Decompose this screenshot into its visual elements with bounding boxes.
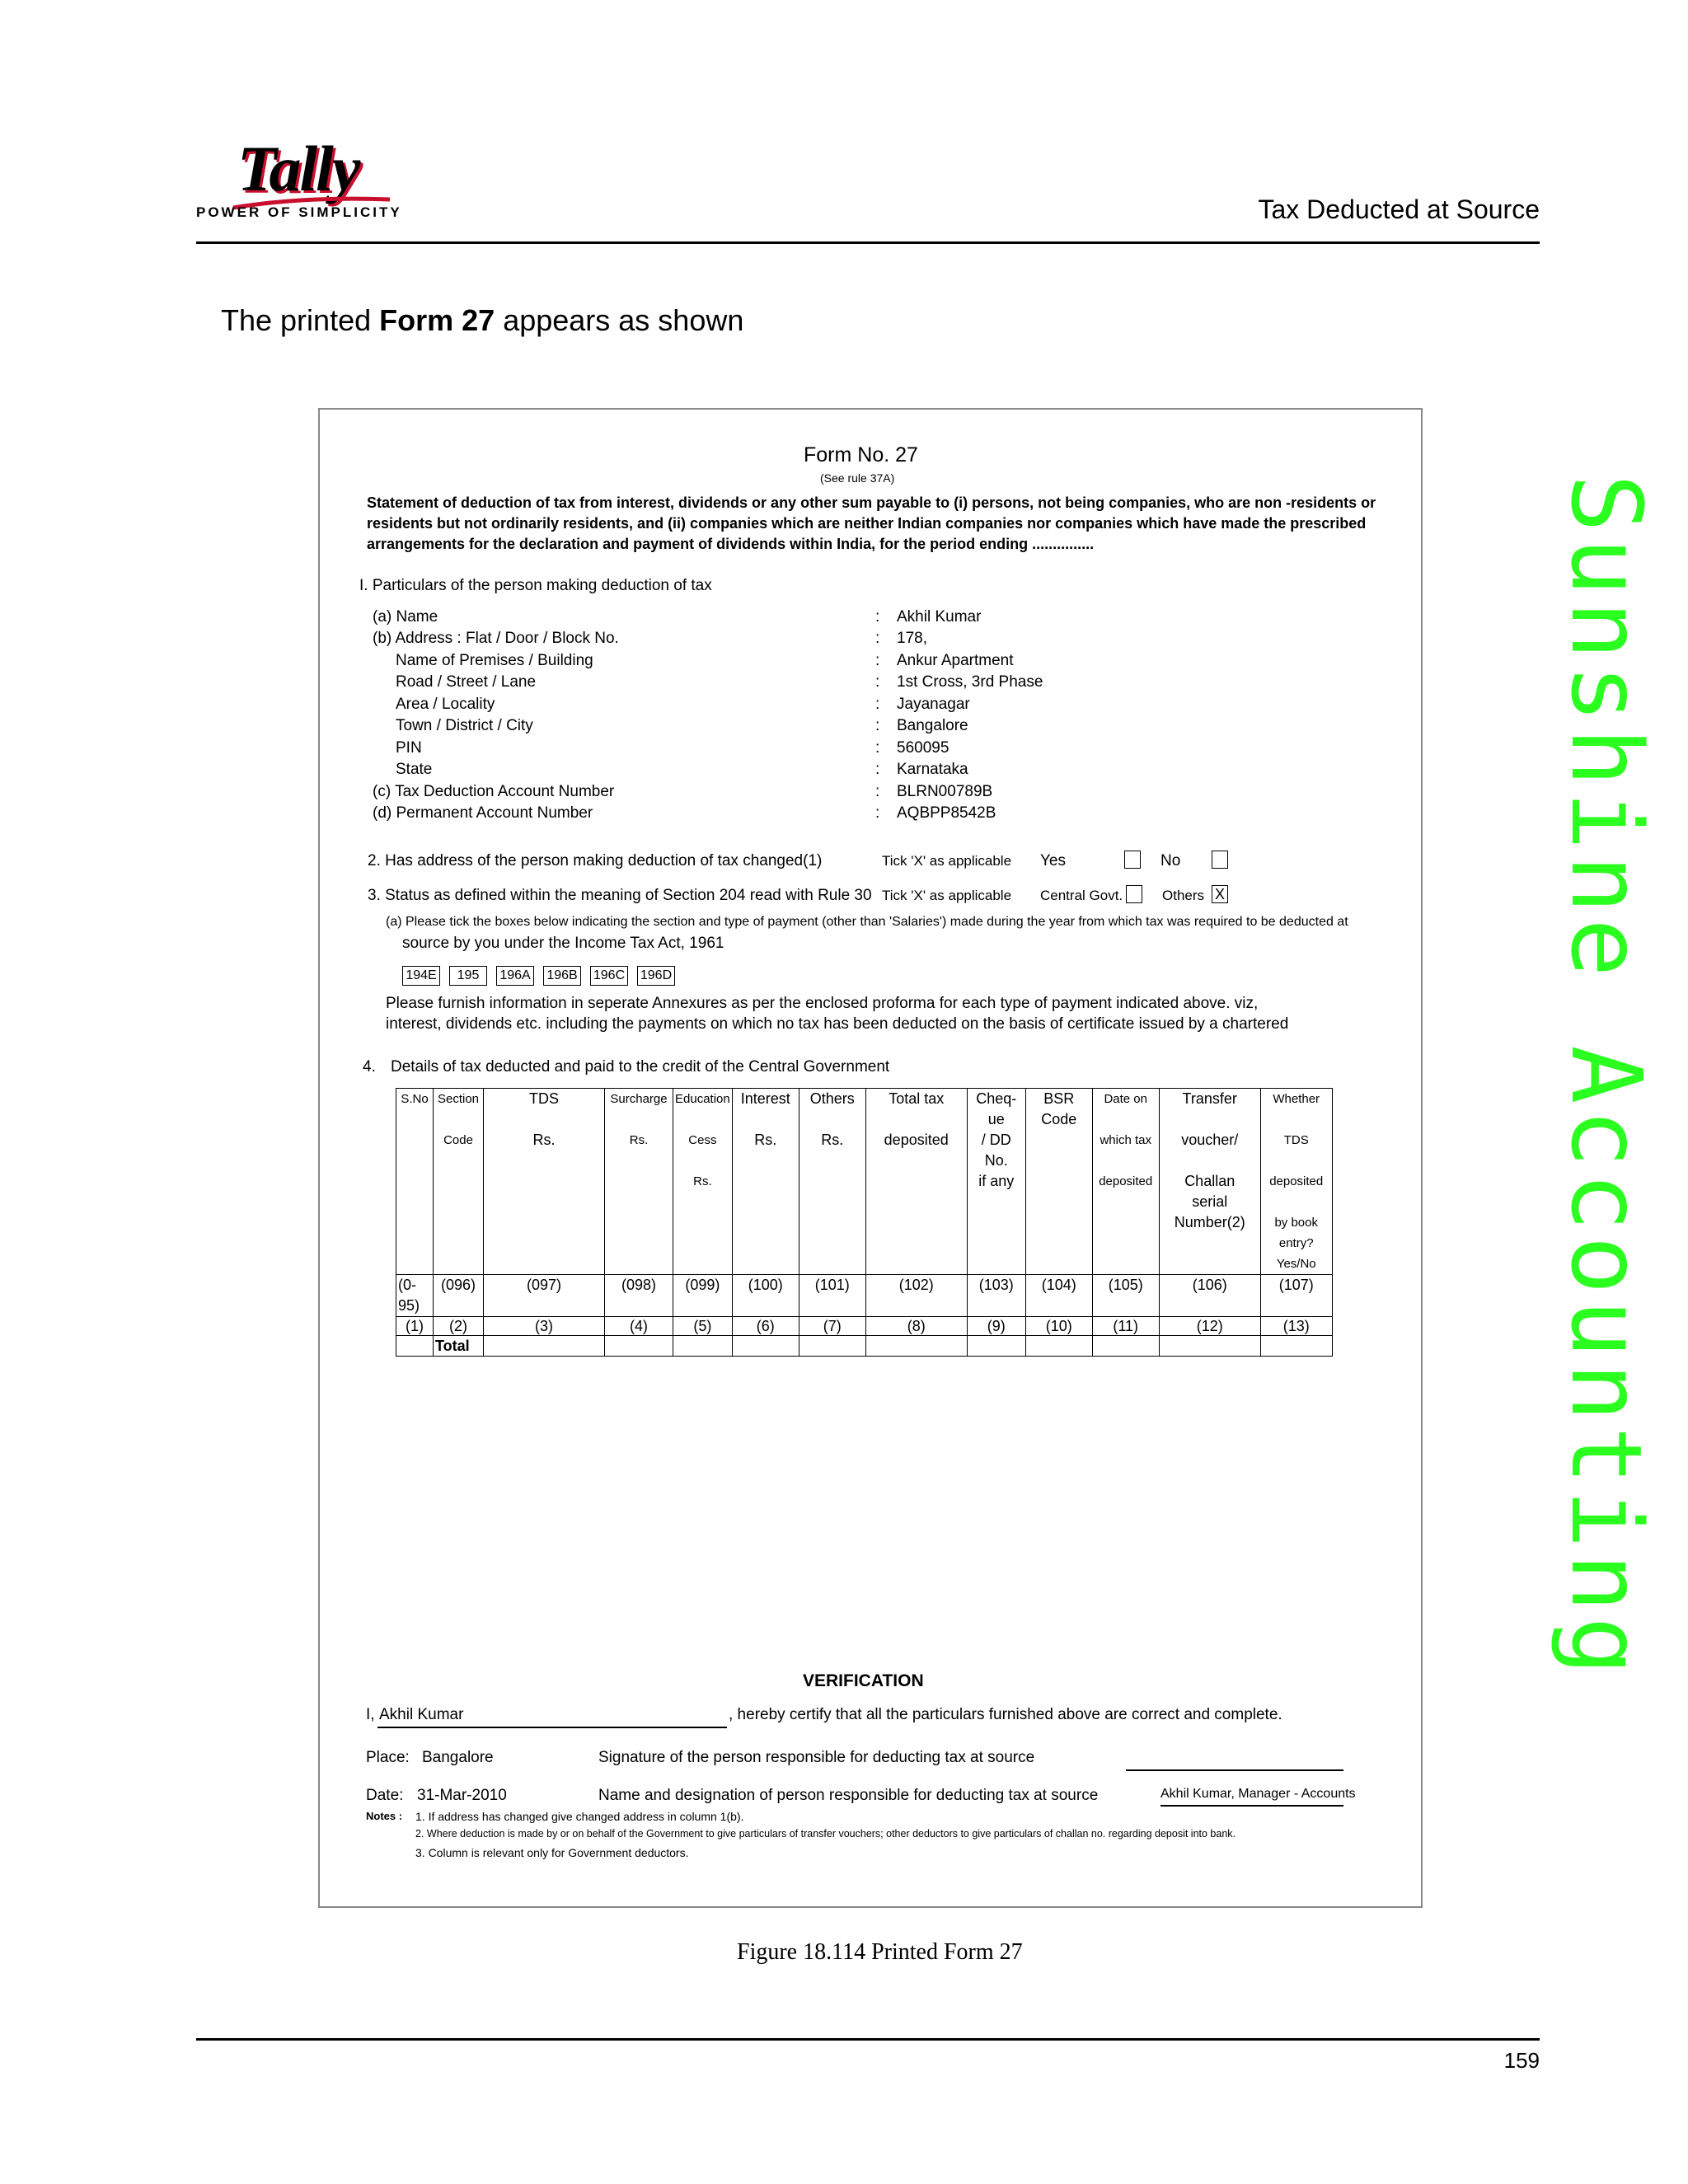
q2-tick-note: Tick 'X' as applicable	[882, 853, 1012, 869]
designation-underline	[1160, 1805, 1343, 1807]
q2-no-label: No	[1160, 852, 1181, 869]
colon: :	[875, 761, 880, 778]
q3-central-label: Central Govt.	[1040, 888, 1123, 903]
table-header-cell: Education Cess Rs.	[673, 1089, 733, 1275]
particular-label: PIN	[396, 739, 422, 757]
table-total-cell	[673, 1336, 733, 1357]
particular-label: Road / Street / Lane	[396, 673, 537, 691]
particular-value: 178,	[897, 630, 927, 647]
table-code-cell: (105)	[1092, 1275, 1159, 1317]
particular-value: 560095	[897, 739, 950, 757]
table-total-cell	[865, 1336, 967, 1357]
section4-number: 4.	[363, 1058, 376, 1076]
table-code-cell: (107)	[1260, 1275, 1332, 1317]
particular-label: (c) Tax Deduction Account Number	[373, 783, 615, 800]
table-header-cell: Total tax deposited	[865, 1089, 967, 1275]
signature-label: Signature of the person responsible for deducting tax at source	[598, 1749, 1035, 1766]
verification-certify: , hereby certify that all the particulars furnished above are correct and complete.	[729, 1706, 1282, 1723]
table-number-cell: (11)	[1092, 1317, 1159, 1336]
footer-divider	[196, 2038, 1540, 2041]
furnish-line1: Please furnish information in seperate Annexures as per the enclosed proforma for each type of payment indicated above. viz,	[386, 995, 1259, 1012]
table-header-cell: S.No	[396, 1089, 434, 1275]
particular-label: Name of Premises / Building	[396, 652, 593, 669]
table-total-cell	[967, 1336, 1025, 1357]
section-box-196b[interactable]: 196B	[543, 966, 581, 986]
section-box-196c[interactable]: 196C	[590, 966, 628, 986]
colon: :	[875, 673, 880, 691]
intro-bold: Form 27	[379, 303, 495, 337]
particular-label: (a) Name	[373, 608, 438, 626]
signature-line	[1126, 1769, 1343, 1771]
q3-text: 3. Status as defined within the meaning of Section 204 read with Rule 30	[368, 887, 872, 904]
particular-label: (d) Permanent Account Number	[373, 804, 593, 822]
colon: :	[875, 804, 880, 822]
table-header-cell: Transfer voucher/ Challan serial Number(2)	[1159, 1089, 1260, 1275]
section4-heading: Details of tax deducted and paid to the credit of the Central Government	[391, 1058, 890, 1076]
colon: :	[875, 630, 880, 647]
section-box-195[interactable]: 195	[449, 966, 487, 986]
verification-name: Akhil Kumar	[379, 1706, 464, 1723]
colon: :	[875, 783, 880, 800]
q3a-line2: source by you under the Income Tax Act, 1961	[402, 935, 724, 952]
particular-value: BLRN00789B	[897, 783, 993, 800]
table-total-cell	[1159, 1336, 1260, 1357]
furnish-line2: interest, dividends etc. including the payments on which no tax has been deducted on the basis of certificate issued by a chartered	[386, 1015, 1289, 1033]
form-statement: Statement of deduction of tax from interest, dividends or any other sum payable to (i) persons, not being companies, who are non -residents or residents but not ordinarily residents, and (ii) companies which are neither Indian companies nor companies which have made the prescribed arrangements for the declaration and payment of dividends within India, for the period ending ...............	[367, 494, 1376, 552]
q3-others-checkbox[interactable]: X	[1212, 885, 1228, 903]
table-number-cell: (12)	[1159, 1317, 1260, 1336]
table-header-cell: BSR Code	[1025, 1089, 1092, 1275]
colon: :	[875, 717, 880, 734]
table-code-cell: (103)	[967, 1275, 1025, 1317]
name-designation-value: Akhil Kumar, Manager - Accounts	[1160, 1787, 1356, 1801]
table-code-cell: (099)	[673, 1275, 733, 1317]
q2-text: 2. Has address of the person making deduction of tax changed(1)	[368, 852, 823, 869]
table-code-cell: (096)	[434, 1275, 484, 1317]
logo-text: Tally	[237, 133, 359, 204]
section-title: Tax Deducted at Source	[1258, 194, 1540, 224]
table-number-cell: (10)	[1025, 1317, 1092, 1336]
q2-yes-checkbox[interactable]	[1124, 851, 1141, 869]
section1-heading: I. Particulars of the person making deduction of tax	[359, 577, 712, 594]
table-number-row	[396, 1317, 1333, 1336]
table-header-cell: Section Code	[434, 1089, 484, 1275]
particular-label: (b) Address : Flat / Door / Block No.	[373, 630, 619, 647]
tally-logo	[196, 132, 402, 223]
table-header-cell: Date on which tax deposited	[1092, 1089, 1159, 1275]
q3-tick-note: Tick 'X' as applicable	[882, 888, 1012, 903]
table-header-cell: Whether TDS deposited by book entry? Yes/No	[1260, 1089, 1332, 1275]
table-total-cell	[1260, 1336, 1332, 1357]
table-number-cell: (4)	[605, 1317, 673, 1336]
figure-caption: Figure 18.114 Printed Form 27	[737, 1939, 1023, 1965]
particular-label: State	[396, 761, 433, 778]
table-code-cell: (106)	[1159, 1275, 1260, 1317]
table-number-cell: (3)	[484, 1317, 605, 1336]
page-number: 159	[1503, 2048, 1540, 2073]
particular-value: AQBPP8542B	[897, 804, 996, 822]
particular-value: Bangalore	[897, 717, 968, 734]
q3-others-label: Others	[1162, 888, 1205, 903]
table-total-cell	[605, 1336, 673, 1357]
table-number-cell: (9)	[967, 1317, 1025, 1336]
table-number-cell: (2)	[434, 1317, 484, 1336]
table-number-cell: (13)	[1260, 1317, 1332, 1336]
particular-value: Karnataka	[897, 761, 968, 778]
q2-yes-label: Yes	[1040, 852, 1066, 869]
section-box-196d[interactable]: 196D	[637, 966, 675, 986]
verification-i: I,	[366, 1706, 375, 1723]
name-designation-label: Name and designation of person responsible for deducting tax at source	[598, 1787, 1099, 1804]
table-total-cell	[1025, 1336, 1092, 1357]
table-code-row	[396, 1275, 1333, 1317]
table-number-cell: (7)	[799, 1317, 865, 1336]
section-box-194e[interactable]: 194E	[402, 966, 440, 986]
table-code-cell: (102)	[865, 1275, 967, 1317]
form-title: Form No. 27	[804, 443, 918, 466]
place-label: Place:	[366, 1749, 410, 1766]
table-header-cell: Interest Rs.	[732, 1089, 799, 1275]
table-total-row	[396, 1336, 1333, 1357]
table-header-cell: TDS Rs.	[484, 1089, 605, 1275]
table-header-row	[396, 1089, 1333, 1275]
q2-no-checkbox[interactable]	[1212, 851, 1228, 869]
table-number-cell: (6)	[732, 1317, 799, 1336]
table-total-cell	[484, 1336, 605, 1357]
watermark: Sunshine Accounting	[1550, 474, 1663, 1680]
table-code-cell: (097)	[484, 1275, 605, 1317]
table-number-cell: (8)	[865, 1317, 967, 1336]
intro-text	[221, 303, 743, 338]
particular-label: Town / District / City	[396, 717, 533, 734]
intro-suffix: appears as shown	[503, 303, 744, 337]
place-value: Bangalore	[422, 1749, 494, 1766]
note-item: 1. If address has changed give changed address in column 1(b).	[415, 1810, 744, 1823]
table-number-cell: (1)	[396, 1317, 434, 1336]
verification-title: VERIFICATION	[803, 1671, 924, 1690]
table-code-cell: (0- 95)	[396, 1275, 434, 1317]
table-total-cell	[396, 1336, 434, 1357]
name-underline	[377, 1727, 727, 1728]
section-box-196a[interactable]: 196A	[496, 966, 534, 986]
date-label: Date:	[366, 1787, 404, 1804]
particular-value: 1st Cross, 3rd Phase	[897, 673, 1043, 691]
notes-label: Notes :	[366, 1810, 403, 1822]
form-subtitle: (See rule 37A)	[820, 471, 895, 485]
colon: :	[875, 652, 880, 669]
table-header-cell: Others Rs.	[799, 1089, 865, 1275]
particular-value: Ankur Apartment	[897, 652, 1014, 669]
particular-value: Jayanagar	[897, 696, 970, 713]
q3-central-checkbox[interactable]	[1126, 885, 1142, 903]
q3a-line1: (a) Please tick the boxes below indicating the section and type of payment (other than 'Salaries') made during the year from which tax was required to be deducted at	[386, 915, 1348, 929]
particular-value: Akhil Kumar	[897, 608, 982, 626]
table-header-cell: Cheq- ue / DD No. if any	[967, 1089, 1025, 1275]
table-number-cell: (5)	[673, 1317, 733, 1336]
colon: :	[875, 608, 880, 626]
intro-prefix: The printed	[221, 303, 372, 337]
colon: :	[875, 696, 880, 713]
table-code-cell: (104)	[1025, 1275, 1092, 1317]
table-total-label: Total	[434, 1336, 484, 1357]
colon: :	[875, 739, 880, 757]
tds-details-table	[396, 1088, 1333, 1357]
date-value: 31-Mar-2010	[417, 1787, 507, 1804]
table-code-cell: (098)	[605, 1275, 673, 1317]
logo-tagline: POWER OF SIMPLICITY	[196, 204, 402, 220]
table-total-cell	[799, 1336, 865, 1357]
table-total-cell	[1092, 1336, 1159, 1357]
note-item: 3. Column is relevant only for Government deductors.	[415, 1846, 689, 1859]
header-divider	[196, 241, 1540, 244]
table-header-cell: Surcharge Rs.	[605, 1089, 673, 1275]
table-code-cell: (101)	[799, 1275, 865, 1317]
table-code-cell: (100)	[732, 1275, 799, 1317]
table-total-cell	[732, 1336, 799, 1357]
particular-label: Area / Locality	[396, 696, 495, 713]
note-item: 2. Where deduction is made by or on behalf of the Government to give particulars of transfer vouchers; other deductors to give particulars of challan no. regarding deposit into bank.	[415, 1828, 1236, 1840]
